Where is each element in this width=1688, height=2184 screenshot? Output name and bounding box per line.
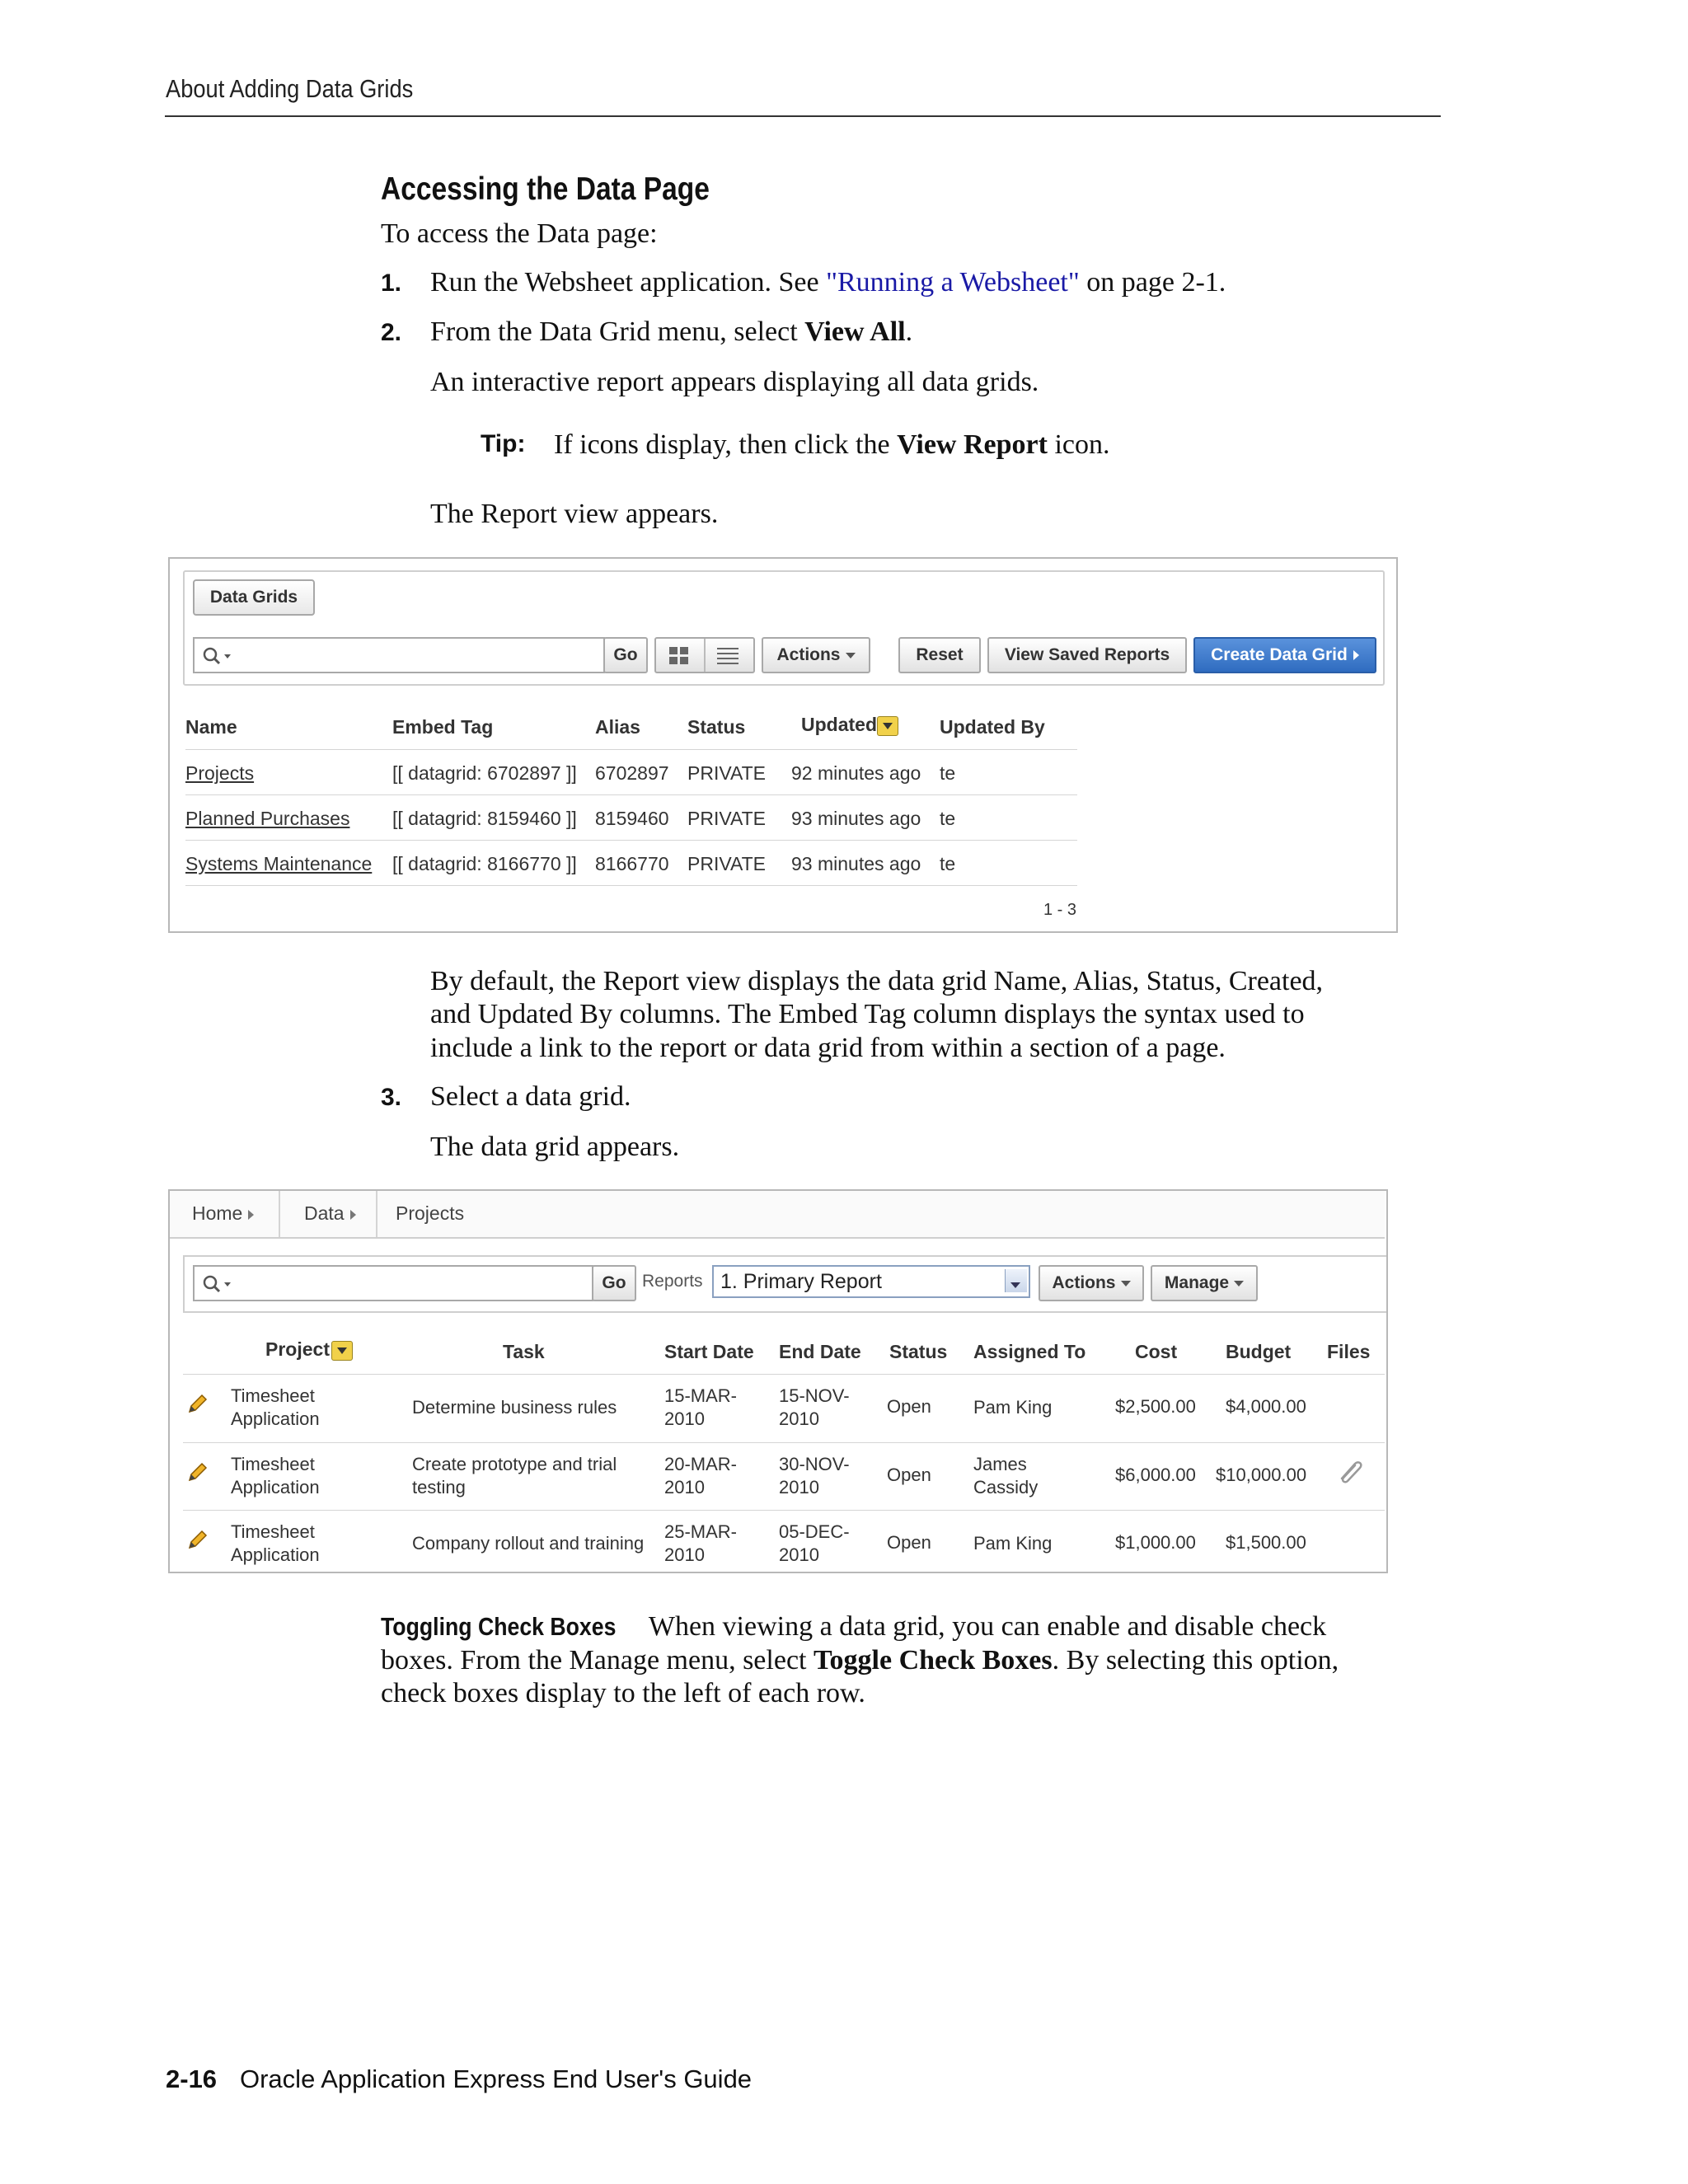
breadcrumb-separator [376,1191,377,1237]
table-cell-end-date: 15-NOV- 2010 [779,1385,850,1429]
column-header-files[interactable]: Files [1327,1341,1371,1362]
table-cell-status: Open [887,1465,931,1485]
table-divider [183,1510,1385,1511]
manage-menu-button[interactable]: Manage [1151,1265,1258,1301]
edit-pencil-icon[interactable] [186,1394,208,1415]
grid-actions-menu-button[interactable]: Actions [1039,1265,1144,1301]
table-cell-cost: $1,000.00 [1115,1532,1196,1553]
edit-pencil-icon[interactable] [186,1530,208,1551]
table-cell-end-date: 30-NOV- 2010 [779,1454,850,1497]
reports-label: Reports [642,1272,703,1291]
table-cell-cost: $2,500.00 [1115,1396,1196,1417]
paperclip-icon[interactable] [1335,1459,1365,1485]
sort-descending-icon[interactable] [877,716,898,736]
table-cell-alias: 8159460 [595,808,669,829]
intro-text: To access the Data page: [381,218,658,249]
book-title: Oracle Application Express End User's Guide [240,2064,753,2093]
running-websheet-link[interactable]: "Running a Websheet" [826,267,1080,298]
table-cell-cost: $6,000.00 [1115,1465,1196,1485]
running-header: About Adding Data Grids [166,74,414,103]
search-icon [201,1273,234,1295]
icon-view-icon[interactable] [669,647,689,665]
table-row-name-link[interactable]: Systems Maintenance [185,853,373,874]
grid-go-button[interactable]: Go [592,1265,636,1301]
section-title: Accessing the Data Page [381,171,710,207]
column-header-status[interactable]: Status [889,1341,948,1362]
column-header-assigned-to[interactable]: Assigned To [973,1341,1086,1362]
table-cell-assigned-to: Pam King [973,1533,1053,1554]
step-3-description: The data grid appears. [430,1132,680,1162]
column-header-end-date[interactable]: End Date [779,1341,861,1362]
column-header-status[interactable]: Status [687,716,746,738]
step-3-text: Select a data grid. [430,1081,631,1112]
table-cell-project: Timesheet Application [231,1521,320,1565]
table-cell-status: Open [887,1396,931,1417]
edit-pencil-icon[interactable] [186,1462,208,1483]
column-header-budget[interactable]: Budget [1226,1341,1292,1362]
chevron-down-icon [1234,1281,1244,1286]
table-cell-project: Timesheet Application [231,1454,320,1497]
step-2-description: An interactive report appears displaying all data grids. [430,367,1039,397]
chevron-right-icon [350,1210,356,1220]
search-icon [201,645,234,667]
chevron-down-icon [1121,1281,1131,1286]
table-cell-updated: 92 minutes ago [791,762,921,784]
data-grids-tab[interactable]: Data Grids [193,579,315,616]
report-view-text: The Report view appears. [430,499,719,529]
step-1-text: Run the Websheet application. See "Running a Websheet" on page 2-1. [430,267,1226,298]
tip-text: If icons display, then click the View Report icon. [554,429,1110,460]
table-cell-budget: $10,000.00 [1216,1465,1307,1485]
breadcrumb-separator [279,1191,280,1237]
column-header-cost[interactable]: Cost [1135,1341,1178,1362]
pagination-range: 1 - 3 [1043,901,1077,919]
sort-ascending-icon[interactable] [331,1341,353,1361]
data-grid-screenshot [168,1189,1388,1573]
search-input[interactable] [193,637,605,673]
chevron-down-icon [1010,1282,1020,1288]
column-header-alias[interactable]: Alias [595,716,640,738]
go-button[interactable]: Go [603,637,648,673]
table-cell-alias: 6702897 [595,762,669,784]
table-cell-end-date: 05-DEC- 2010 [779,1521,850,1565]
actions-menu-button[interactable]: Actions [762,637,870,673]
table-cell-status: PRIVATE [687,808,766,829]
grid-search-input[interactable] [193,1265,593,1301]
table-cell-updated: 93 minutes ago [791,808,921,829]
table-cell-status: PRIVATE [687,762,766,784]
header-rule [165,115,1441,117]
toggle-heading: Toggling Check Boxes [381,1612,617,1641]
step-3-number: 3. [381,1084,402,1111]
table-divider [185,885,1077,886]
breadcrumb-projects: Projects [396,1202,465,1224]
column-header-task[interactable]: Task [503,1341,545,1362]
table-cell-start-date: 25-MAR- 2010 [664,1521,738,1565]
step-2-number: 2. [381,319,402,346]
chevron-down-icon [846,653,856,658]
default-columns-paragraph-line-3: include a link to the report or data grid from within a section of a page. [430,1033,1226,1063]
chevron-right-icon [1353,650,1359,660]
tip-label: Tip: [481,430,526,457]
column-header-start-date[interactable]: Start Date [664,1341,754,1362]
table-cell-status: PRIVATE [687,853,766,874]
toggle-paragraph-line-1: Toggling Check Boxes When viewing a data grid, you can enable and disable check [381,1611,1327,1642]
column-header-project[interactable]: Project [265,1338,353,1361]
table-cell-alias: 8166770 [595,853,669,874]
table-cell-budget: $4,000.00 [1226,1396,1306,1417]
table-cell-assigned-to: James Cassidy [973,1454,1039,1497]
toggle-paragraph-line-2: boxes. From the Manage menu, select Toggle Check Boxes. By selecting this option, [381,1645,1339,1675]
reset-button[interactable]: Reset [898,637,981,673]
toggle-paragraph-line-3: check boxes display to the left of each row. [381,1678,865,1708]
table-divider [185,840,1077,841]
view-saved-reports-button[interactable]: View Saved Reports [987,637,1187,673]
step-1-number: 1. [381,269,402,297]
table-divider [183,1442,1385,1443]
table-cell-task: Company rollout and training [412,1533,645,1554]
column-header-name[interactable]: Name [185,716,237,738]
table-cell-task: Determine business rules [412,1397,617,1418]
table-cell-task: Create prototype and trial testing [412,1454,617,1497]
column-header-updated-by[interactable]: Updated By [940,716,1045,738]
table-divider [185,749,1077,750]
report-select[interactable]: 1. Primary Report [712,1265,1030,1298]
table-cell-budget: $1,500.00 [1226,1532,1306,1553]
table-cell-start-date: 15-MAR- 2010 [664,1385,738,1429]
table-cell-project: Timesheet Application [231,1385,320,1429]
default-columns-paragraph-line-2: and Updated By columns. The Embed Tag column displays the syntax used to [430,999,1305,1029]
table-row-name-link[interactable]: Projects [185,762,255,784]
view-toggle-group [654,637,755,673]
table-cell-status: Open [887,1532,931,1553]
table-cell-start-date: 20-MAR- 2010 [664,1454,738,1497]
column-header-updated[interactable]: Updated [801,714,898,736]
table-cell-updated: 93 minutes ago [791,853,921,874]
table-cell-embed: [[ datagrid: 8159460 ]] [392,808,577,829]
table-cell-embed: [[ datagrid: 6702897 ]] [392,762,577,784]
table-divider [183,1374,1385,1375]
table-cell-embed: [[ datagrid: 8166770 ]] [392,853,577,874]
table-row-name-link[interactable]: Planned Purchases [185,808,350,829]
table-cell-updated-by: te [940,762,956,784]
report-view-icon[interactable] [717,647,738,665]
table-cell-updated-by: te [940,853,956,874]
create-data-grid-button[interactable]: Create Data Grid [1193,637,1376,673]
dropdown-button[interactable] [1005,1269,1027,1292]
table-cell-assigned-to: Pam King [973,1397,1053,1418]
breadcrumb-home[interactable]: Home [192,1202,254,1225]
step-2-text: From the Data Grid menu, select View All. [430,316,913,347]
column-header-embed-tag[interactable]: Embed Tag [392,716,494,738]
page-number: 2-16 [166,2064,218,2093]
chevron-right-icon [248,1210,254,1220]
default-columns-paragraph-line-1: By default, the Report view displays the data grid Name, Alias, Status, Created, [430,966,1324,996]
table-cell-updated-by: te [940,808,956,829]
table-divider [185,794,1077,795]
breadcrumb-data[interactable]: Data [304,1202,356,1225]
